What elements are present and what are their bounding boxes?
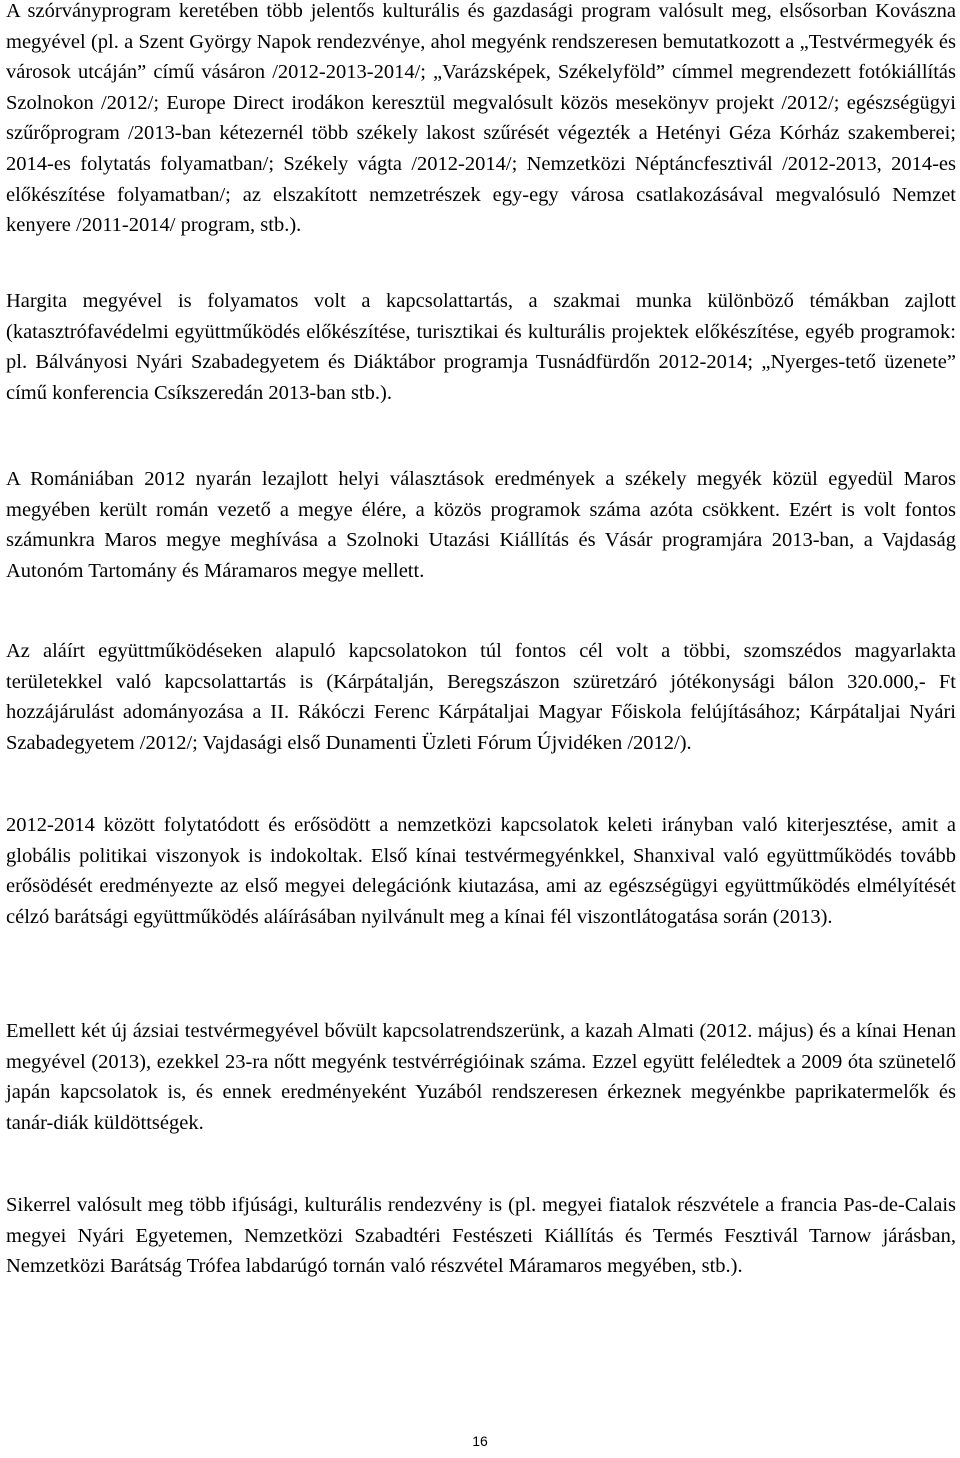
paragraph-hargita: Hargita megyével is folyamatos volt a kapcsolattartás, a szakmai munka különböző témákban zajlott (katasztrófavédelmi együttműködés előkészítése, turisztikai és kulturális projektek előkészítése, egyéb programok: pl. Bálványosi Nyári Szabadegyetem és Diáktábor programja Tusnádfürdőn 2012-2014; „Nyerges-tető üzenete” című konferencia Csíkszeredán 2013-ban stb.). [6,290,956,404]
paragraph-keleti-kapcsolatok: 2012-2014 között folytatódott és erősödött a nemzetközi kapcsolatok keleti irányban való kiterjesztése, amit a globális politikai viszonyok is indokoltak. Első kínai testvérmegyénkkel, Shanxival való együttműködés tovább erősödését eredményezte az első megyei delegációnk kiutazása, ami az egészségügyi együttműködés elmélyítését célzó barátsági együttműködés aláírásában nyilvánult meg a kínai fél viszontlátogatása során (2013). [6,814,956,928]
paragraph-szorvanyprogram: A szórványprogram keretében több jelentős kulturális és gazdasági program valósult meg, elsősorban Kovászna megyével (pl. a Szent György Napok rendezvénye, ahol megyénk rendszeresen bemutatkozott a „Testvérmegyék és városok utcáján” című vásáron /2012-2013-2014/; „Varázsképek, Székelyföld” címmel megrendezett fotókiállítás Szolnokon /2012/; Europe Direct irodákon keresztül megvalósult közös mesekönyv projekt /2012/; egészségügyi szűrőprogram /2013-ban kétezernél több székely lakost szűrését végezték a Hetényi Géza Kórház szakemberei; 2014-es folytatás folyamatban/; Székely vágta /2012-2014/; Nemzetközi Néptáncfesztivál /2012-2013, 2014-es előkészítése folyamatban/; az elszakított nemzetrészek egy-egy városa csatlakozásával megvalósuló Nemzet kenyere /2011-2014/ program, stb.). [6,0,956,237]
paragraph-romania-valasztasok: A Romániában 2012 nyarán lezajlott helyi választások eredmények a székely megyék közül egyedül Maros megyében került román vezető a megye élére, a közös programok száma azóta csökkent. Ezért is volt fontos számunkra Maros megye meghívása a Szolnoki Utazási Kiállítás és Vásár programjára 2013-ban, a Vajdaság Autonóm Tartomány és Máramaros megye mellett. [6,468,956,582]
document-page [6,0,956,1458]
paragraph-azsiai-testvermegyek: Emellett két új ázsiai testvérmegyével bővült kapcsolatrendszerünk, a kazah Almati (2012. május) és a kínai Henan megyével (2013), ezekkel 23-ra nőtt megyénk testvérrégióinak száma. Ezzel együtt feléledtek a 2009 óta szünetelő japán kapcsolatok is, és ennek eredményeként Yuzából rendszeresen érkeznek megyénkbe paprikatermelők és tanár-diák küldöttségek. [6,1020,956,1134]
paragraph-szomszedos-teruletek: Az aláírt együttműködéseken alapuló kapcsolatokon túl fontos cél volt a többi, szomszédos magyarlakta területekkel való kapcsolattartás is (Kárpátalján, Beregszászon szüretzáró jótékonysági bálon 320.000,- Ft hozzájárulást adományozása a II. Rákóczi Ferenc Kárpátaljai Magyar Főiskola felújításához; Kárpátaljai Nyári Szabadegyetem /2012/; Vajdasági első Dunamenti Üzleti Fórum Újvidéken /2012/). [6,640,956,754]
paragraph-ifjusagi-rendezvenyek: Sikerrel valósult meg több ifjúsági, kulturális rendezvény is (pl. megyei fiatalok részvétele a francia Pas-de-Calais megyei Nyári Egyetemen, Nemzetközi Szabadtéri Festészeti Kiállítás és Termés Fesztivál Tarnow járásban, Nemzetközi Barátság Trófea labdarúgó tornán való részvétel Máramaros megyében, stb.). [6,1194,956,1278]
page-number: 16 [472,1433,488,1449]
